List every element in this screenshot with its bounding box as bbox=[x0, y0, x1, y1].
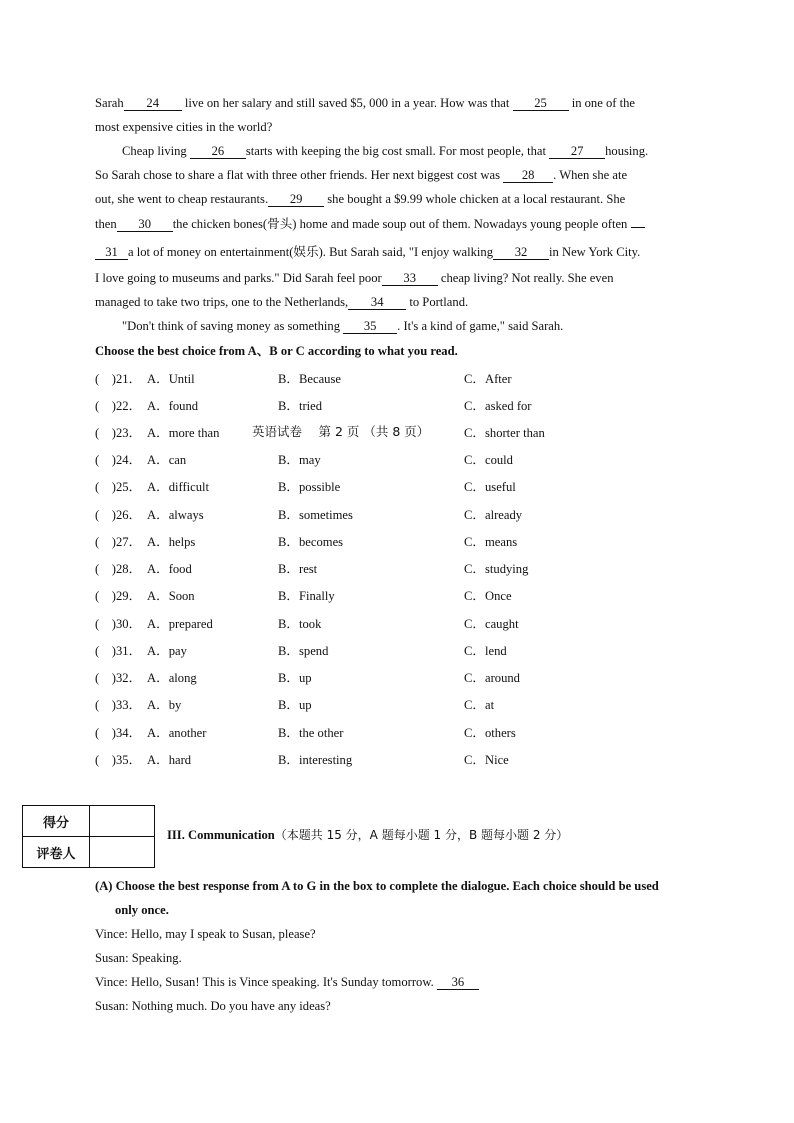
option-b[interactable]: B．the other bbox=[278, 726, 344, 740]
blank-25: 25 bbox=[513, 96, 569, 111]
passage-line-7: 31 a lot of money on entertainment(娱乐). But Sarah said, "I enjoy walking 32 in New York City. bbox=[95, 244, 640, 260]
option-c[interactable]: C．at bbox=[464, 698, 495, 712]
section-title: III. Communication（本题共 15 分，A 题每小题 1 分，B 题每小题 2 分） bbox=[167, 828, 569, 842]
grader-label: 评卷人 bbox=[23, 837, 90, 868]
passage-line-9: managed to take two trips, one to the Netherlands, 34 to Portland. bbox=[95, 295, 469, 309]
option-c[interactable]: C．already bbox=[464, 508, 523, 522]
dialogue-line-4: Susan: Nothing much. Do you have any ideas? bbox=[95, 999, 331, 1013]
option-b[interactable]: B．spend bbox=[278, 644, 329, 658]
score-table bbox=[22, 805, 155, 868]
option-a[interactable]: A．difficult bbox=[147, 480, 210, 494]
option-b[interactable]: B．Because bbox=[278, 372, 341, 386]
option-b[interactable]: B．possible bbox=[278, 480, 341, 494]
option-c[interactable]: C．asked for bbox=[464, 399, 532, 413]
blank-26: 26 bbox=[190, 144, 246, 159]
option-c[interactable]: C．Nice bbox=[464, 753, 509, 767]
blank-34: 34 bbox=[348, 295, 406, 310]
option-b[interactable]: B．took bbox=[278, 617, 322, 631]
score-label: 得分 bbox=[23, 806, 90, 837]
option-a[interactable]: A．more than bbox=[147, 426, 220, 440]
option-a[interactable]: A．prepared bbox=[147, 617, 213, 631]
option-b[interactable]: B．up bbox=[278, 671, 312, 685]
passage-line-3: Cheap living 26 starts with keeping the big cost small. For most people, that 27 housing. bbox=[122, 144, 649, 158]
option-c[interactable]: C．caught bbox=[464, 617, 519, 631]
option-b[interactable]: B．rest bbox=[278, 562, 318, 576]
option-b[interactable]: B．Finally bbox=[278, 589, 335, 603]
blank-30: 30 bbox=[117, 217, 173, 232]
option-a[interactable]: A．Until bbox=[147, 372, 195, 386]
blank-28: 28 bbox=[503, 168, 553, 183]
blank-24: 24 bbox=[124, 96, 182, 111]
option-a[interactable]: A．Soon bbox=[147, 589, 195, 603]
option-a[interactable]: A．always bbox=[147, 508, 204, 522]
passage-line-1: Sarah 24 live on her salary and still saved $5, 000 in a year. How was that 25 in one of the bbox=[95, 96, 635, 110]
option-a[interactable]: A．can bbox=[147, 453, 187, 467]
blank-36[interactable]: 36 bbox=[437, 975, 479, 990]
option-c[interactable]: C．studying bbox=[464, 562, 529, 576]
blank-33: 33 bbox=[382, 271, 438, 286]
option-b[interactable]: B．up bbox=[278, 698, 312, 712]
passage-line-2: most expensive cities in the world? bbox=[95, 120, 273, 134]
passage-line-8: I love going to museums and parks." Did Sarah feel poor 33 cheap living? Not really. She even bbox=[95, 271, 614, 285]
option-a[interactable]: A．along bbox=[147, 671, 197, 685]
choice-instruction: Choose the best choice from A、B or C according to what you read. bbox=[95, 344, 458, 358]
option-c[interactable]: C．After bbox=[464, 372, 512, 386]
option-b[interactable]: B．sometimes bbox=[278, 508, 353, 522]
score-cell[interactable] bbox=[90, 806, 155, 837]
option-c[interactable]: C．others bbox=[464, 726, 516, 740]
grader-cell[interactable] bbox=[90, 837, 155, 868]
option-c[interactable]: C．useful bbox=[464, 480, 516, 494]
option-c[interactable]: C．could bbox=[464, 453, 513, 467]
option-b[interactable]: B．tried bbox=[278, 399, 323, 413]
option-b[interactable]: B．interesting bbox=[278, 753, 353, 767]
blank-27: 27 bbox=[549, 144, 605, 159]
blank-29: 29 bbox=[268, 192, 324, 207]
option-b[interactable]: B．may bbox=[278, 453, 321, 467]
option-c[interactable]: C．Once bbox=[464, 589, 512, 603]
option-a[interactable]: A．by bbox=[147, 698, 182, 712]
dialogue-line-3: Vince: Hello, Susan! This is Vince speaking. It's Sunday tomorrow. 36 bbox=[95, 974, 479, 990]
blank-32: 32 bbox=[493, 245, 549, 260]
part-a-instruction: (A) Choose the best response from A to G in the box to complete the dialogue. Each choice should be used bbox=[95, 879, 659, 893]
option-c[interactable]: C．shorter than bbox=[464, 426, 545, 440]
passage-line-6: then 30 the chicken bones(骨头) home and made soup out of them. Nowadays young people often bbox=[95, 216, 645, 232]
page-footer: 英语试卷 第 2 页 （共 8 页） bbox=[252, 424, 430, 439]
blank-31: 31 bbox=[95, 245, 128, 260]
option-c[interactable]: C．lend bbox=[464, 644, 507, 658]
option-a[interactable]: A．hard bbox=[147, 753, 192, 767]
part-a-instruction-2: only once. bbox=[115, 903, 169, 917]
option-a[interactable]: A．helps bbox=[147, 535, 196, 549]
option-a[interactable]: A．found bbox=[147, 399, 199, 413]
dialogue-line-1: Vince: Hello, may I speak to Susan, please? bbox=[95, 927, 316, 941]
passage-line-10: "Don't think of saving money as something 35 . It's a kind of game," said Sarah. bbox=[122, 319, 564, 333]
option-c[interactable]: C．means bbox=[464, 535, 518, 549]
passage-line-4: So Sarah chose to share a flat with three other friends. Her next biggest cost was 28 . When she ate bbox=[95, 168, 628, 182]
option-a[interactable]: A．another bbox=[147, 726, 207, 740]
dialogue-line-2: Susan: Speaking. bbox=[95, 951, 182, 965]
option-a[interactable]: A．pay bbox=[147, 644, 187, 658]
blank-35: 35 bbox=[343, 319, 397, 334]
option-a[interactable]: A．food bbox=[147, 562, 192, 576]
option-b[interactable]: B．becomes bbox=[278, 535, 344, 549]
passage-line-5: out, she went to cheap restaurants. 29 she bought a $9.99 whole chicken at a local restaurant. She bbox=[95, 192, 626, 206]
option-c[interactable]: C．around bbox=[464, 671, 520, 685]
